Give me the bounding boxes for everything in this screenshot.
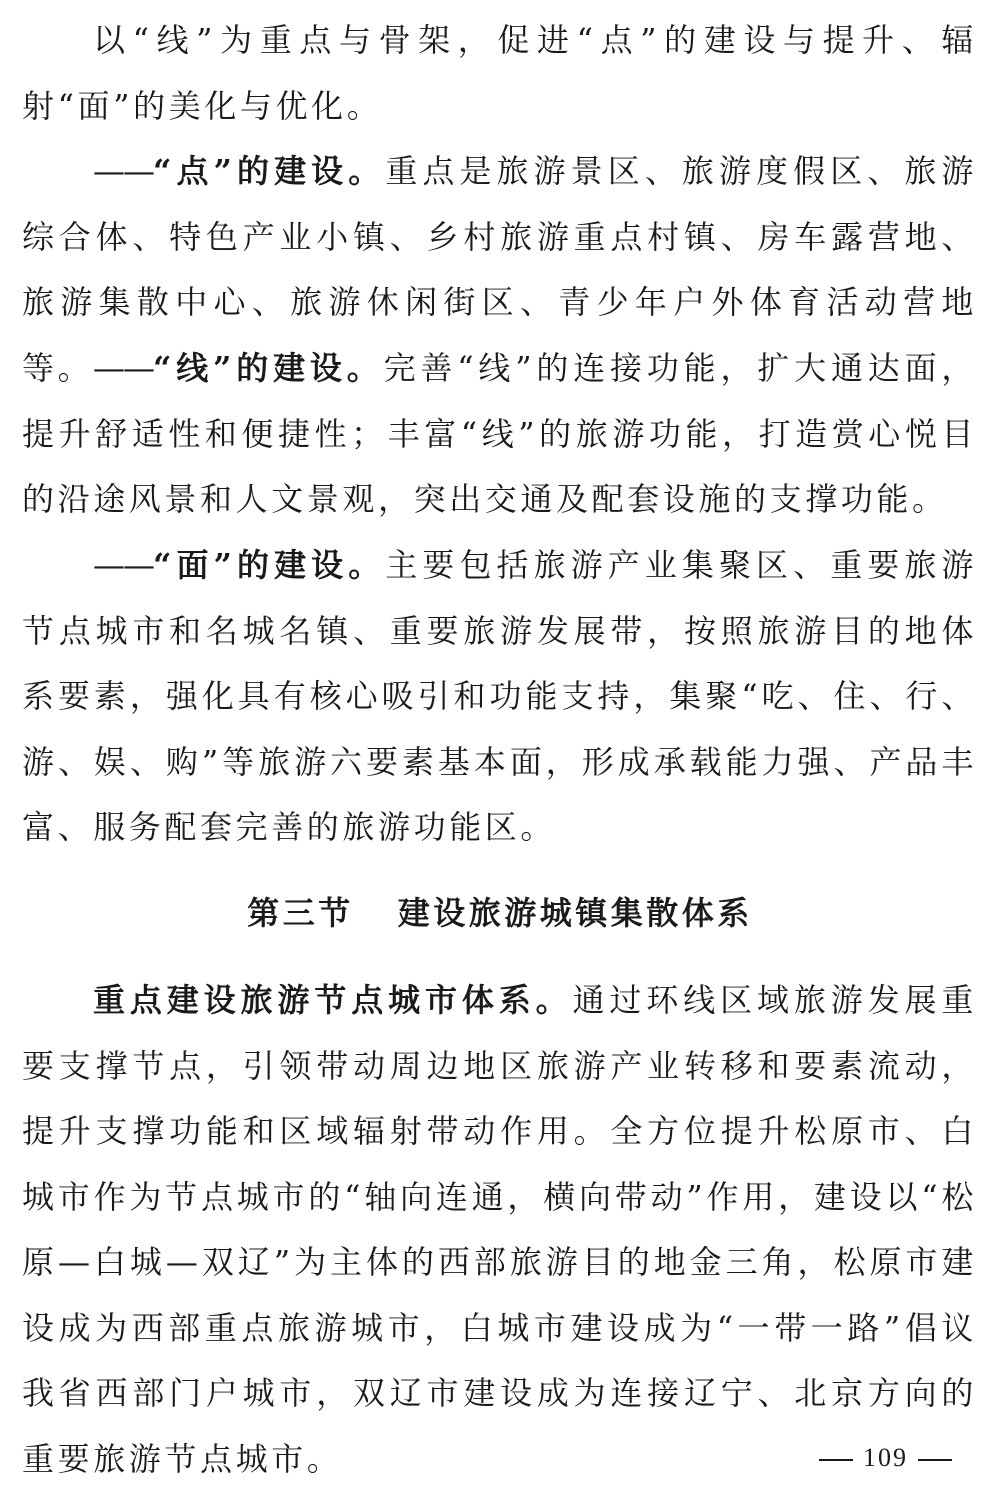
paragraph-point-heading: “点”的建设。	[153, 152, 386, 190]
page-footer	[809, 1438, 962, 1478]
paragraph-intro-text: 以“线”为重点与骨架，促进“点”的建设与提升、辐射“面”的美化与优化。	[22, 21, 977, 125]
paragraph-area-construction	[22, 533, 977, 861]
paragraph-area-text: 主要包括旅游产业集聚区、重要旅游节点城市和名城名镇、重要旅游发展带，按照旅游目的地体系要素，强化具有核心吸引和功能支持，集聚“吃、住、行、游、娱、购”等旅游六要素基本面，形成承载能力强、产品丰富、服务配套完善的旅游功能区。	[22, 546, 978, 846]
paragraph-intro	[22, 8, 977, 139]
page-number: 109	[863, 1443, 908, 1472]
em-dash: ——	[93, 152, 153, 190]
section-number: 第三节	[247, 894, 354, 932]
footer-rule-right	[918, 1459, 952, 1461]
footer-rule-left	[819, 1459, 853, 1461]
paragraph-line-text: 完善“线”的连接功能，扩大通达面，提升舒适性和便捷性；丰富“线”的旅游功能，打造赏心悦目的沿途风景和人文景观，突出交通及配套设施的支撑功能。	[22, 349, 978, 518]
paragraph-line-construction	[22, 336, 977, 533]
section-name: 建设旅游城镇集散体系	[397, 894, 753, 932]
section-title	[0, 888, 1000, 938]
paragraph-node-cities	[22, 968, 977, 1492]
paragraph-point-text: 重点是旅游景区、旅游度假区、旅游综合体、特色产业小镇、乡村旅游重点村镇、房车露营地、旅游集散中心、旅游休闲街区、青少年户外体育活动营地等。	[22, 152, 978, 387]
paragraph-area-heading: “面”的建设。	[153, 546, 386, 584]
em-dash: ——	[93, 349, 153, 387]
em-dash: ——	[93, 546, 153, 584]
paragraph-node-cities-text: 通过环线区域旅游发展重要支撑节点，引领带动周边地区旅游产业转移和要素流动，提升支撑功能和区域辐射带动作用。全方位提升松原市、白城市作为节点城市的“轴向连通，横向带动”作用，建设以“松原—白城—双辽”为主体的西部旅游目的地金三角，松原市建设成为西部重点旅游城市，白城市建设成为“一带一路”倡议我省西部门户城市，双辽市建设成为连接辽宁、北京方向的重要旅游节点城市。	[22, 981, 977, 1478]
paragraph-line-heading: “线”的建设。	[153, 349, 384, 387]
paragraph-node-cities-heading: 重点建设旅游节点城市体系。	[93, 981, 573, 1019]
